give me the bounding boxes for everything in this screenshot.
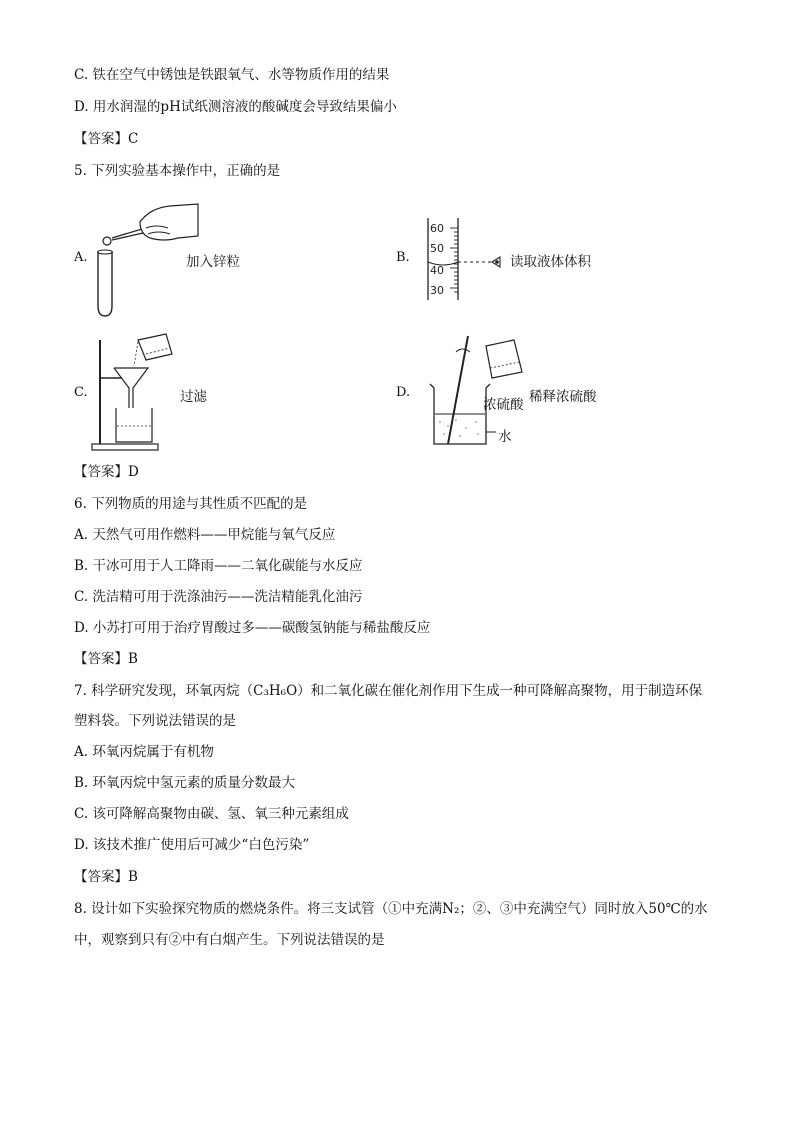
q5-option-a-letter: A. [74,250,88,265]
q6-option-a: A. 天然气可用作燃料——甲烷能与氧气反应 [74,527,336,543]
q7-answer [74,868,138,886]
q5-option-b-letter: B. [396,250,410,265]
answer-label: 【答案】 [74,131,128,147]
q5-figure-d-dilution [426,332,528,450]
tick-label-40: 40 [430,264,444,277]
q5-answer [74,463,139,481]
q7-stem-line-2: 塑料袋。下列说法错误的是 [74,713,236,729]
q8-stem-line-2: 中，观察到只有②中有白烟产生。下列说法错误的是 [74,932,385,948]
q5-figure-a-test-tube [90,198,200,320]
q5-option-c-caption: 过滤 [180,389,207,405]
answer-value: B [128,651,138,667]
q7-option-d: D. 该技术推广使用后可减少“白色污染” [74,837,310,853]
tick-label-30: 30 [430,284,444,297]
q7-stem-line-1: 7. 科学研究发现，环氧丙烷（C₃H₆O）和二氧化碳在催化剂作用下生成一种可降解高聚物，用于制造环保 [74,683,703,699]
q5-figure-c-filtration [88,330,180,454]
answer-value: C [128,131,139,147]
answer-label: 【答案】 [74,869,128,885]
q5-figure-b-graduated-cylinder [420,216,510,302]
q6-answer [74,650,138,668]
q4-option-c: C. 铁在空气中锈蚀是铁跟氧气、水等物质作用的结果 [74,67,390,83]
q4-answer [74,130,138,148]
tick-label-60: 60 [430,222,444,235]
q5-option-d-letter: D. [396,385,411,400]
q8-stem-line-1: 8. 设计如下实验探究物质的燃烧条件。将三支试管（①中充满N₂；②、③中充满空气）同时放入50℃的水 [74,901,708,917]
q5-option-d-label-acid: 浓硫酸 [483,397,524,413]
q7-option-c: C. 该可降解高聚物由碳、氢、氧三种元素组成 [74,806,349,822]
q6-option-d: D. 小苏打可用于治疗胃酸过多——碳酸氢钠能与稀盐酸反应 [74,620,431,636]
q4-option-d: D. 用水润湿的pH试纸测溶液的酸碱度会导致结果偏小 [74,99,397,115]
q5-option-d-label-water: 水 [498,429,512,445]
q5-option-d-caption: 稀释浓硫酸 [529,389,597,405]
q5-option-a-caption: 加入锌粒 [186,254,240,270]
tick-label-50: 50 [430,242,444,255]
q7-option-b: B. 环氧丙烷中氢元素的质量分数最大 [74,775,296,791]
q7-option-a: A. 环氧丙烷属于有机物 [74,744,214,760]
q6-option-b: B. 干冰可用于人工降雨——二氧化碳能与水反应 [74,558,363,574]
q6-option-c: C. 洗洁精可用于洗涤油污——洗洁精能乳化油污 [74,589,363,605]
answer-label: 【答案】 [74,651,128,667]
answer-label: 【答案】 [74,464,128,480]
q6-stem: 6. 下列物质的用途与其性质不匹配的是 [74,496,308,512]
q5-stem: 5. 下列实验基本操作中，正确的是 [74,163,281,179]
answer-value: B [128,869,138,885]
q5-option-c-letter: C. [74,385,88,400]
answer-value: D [128,464,139,480]
q5-option-b-caption: 读取液体体积 [510,254,591,270]
